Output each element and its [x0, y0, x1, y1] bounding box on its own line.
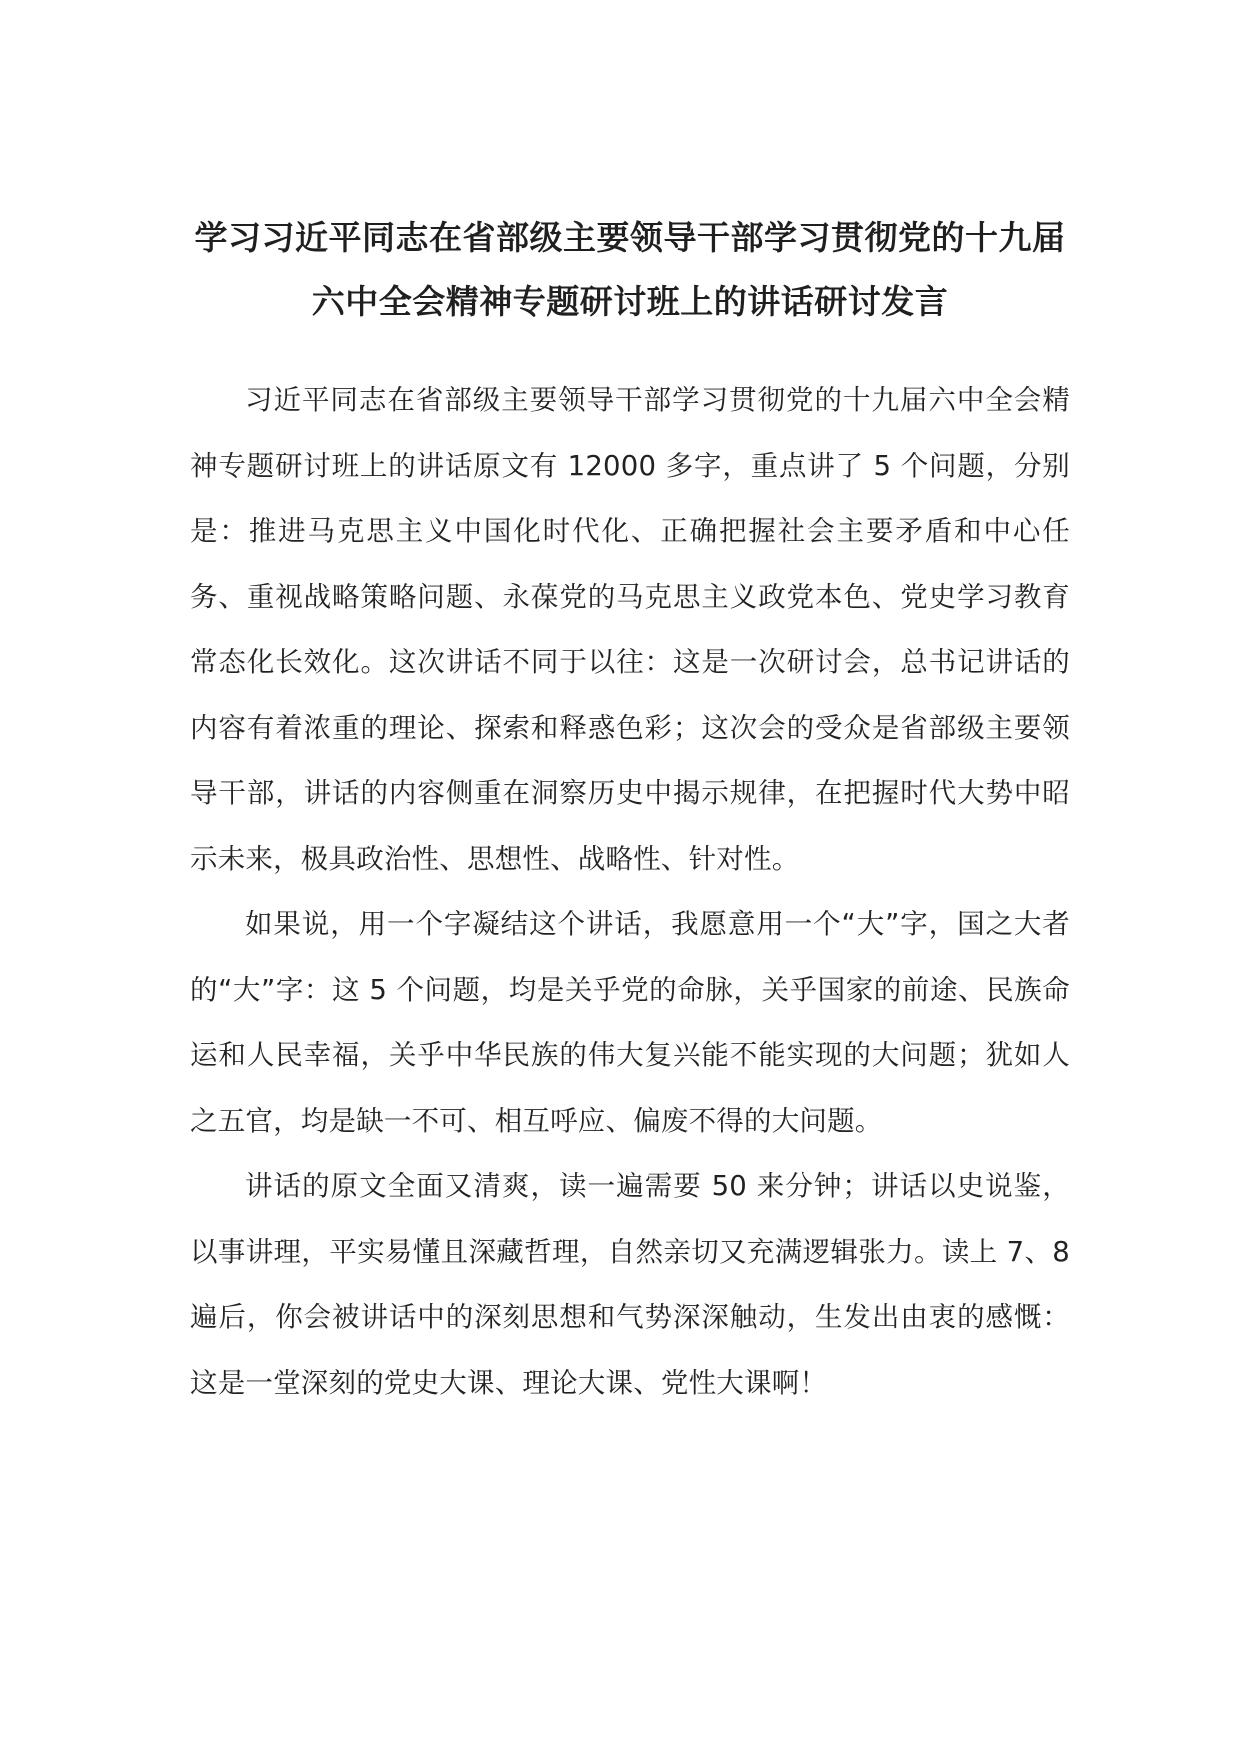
- document-body: [190, 368, 1070, 1416]
- paragraph: 讲话的原文全面又清爽，读一遍需要 50 来分钟；讲话以史说鉴，以事讲理，平实易懂且深藏哲理，自然亲切又充满逻辑张力。读上 7、8 遍后，你会被讲话中的深刻思想和气势深深触动，生发出由衷的感慨：这是一堂深刻的党史大课、理论大课、党性大课啊！: [190, 1170, 1070, 1399]
- document-title: 学习习近平同志在省部级主要领导干部学习贯彻党的十九届六中全会精神专题研讨班上的讲话研讨发言: [194, 218, 1066, 321]
- paragraph: 如果说，用一个字凝结这个讲话，我愿意用一个“大”字，国之大者的“大”字：这 5 个问题，均是关乎党的命脉，关乎国家的前途、民族命运和人民幸福，关乎中华民族的伟大复兴能不能实现的大问题；犹如人之五官，均是缺一不可、相互呼应、偏废不得的大问题。: [190, 908, 1070, 1137]
- paragraph: 习近平同志在省部级主要领导干部学习贯彻党的十九届六中全会精神专题研讨班上的讲话原文有 12000 多字，重点讲了 5 个问题，分别是：推进马克思主义中国化时代化、正确把握社会主要矛盾和中心任务、重视战略策略问题、永葆党的马克思主义政党本色、党史学习教育常态化长效化。这次讲话不同于以往：这是一次研讨会，总书记讲话的内容有着浓重的理论、探索和释惑色彩；这次会的受众是省部级主要领导干部，讲话的内容侧重在洞察历史中揭示规律，在把握时代大势中昭示未来，极具政治性、思想性、战略性、针对性。: [190, 384, 1070, 875]
